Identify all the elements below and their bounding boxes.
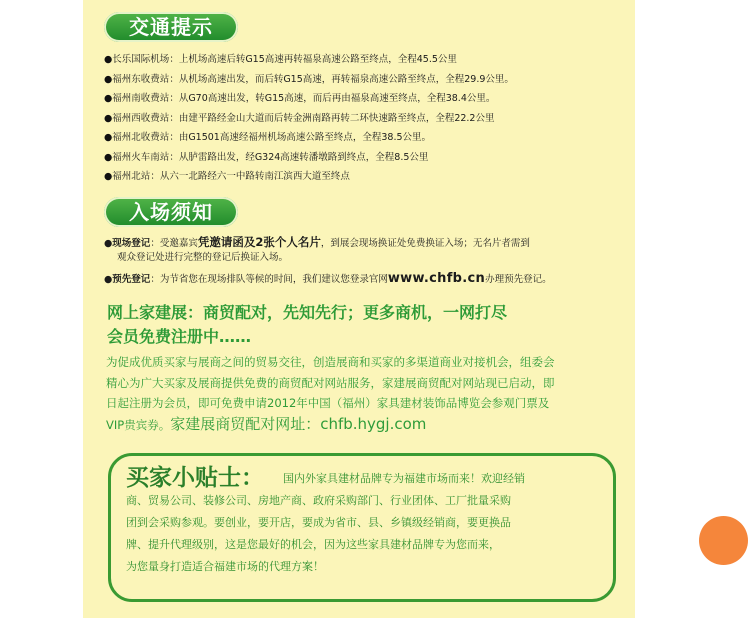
list-item: ●福州火车南站：从胪雷路出发，经G324高速转潘墩路到终点，全程8.5公里	[104, 151, 429, 163]
body-line: VIP贵宾券。家建展商贸配对网址：chfb.hygj.com	[106, 414, 427, 433]
tip-line: 团到会采购参观。要创业，要开店，要成为省市、县、乡镇级经销商，要更换品	[126, 516, 511, 529]
body-line: 为促成优质买家与展商之间的贸易交往，创造展商和买家的多渠道商业对接机会，组委会	[106, 355, 555, 369]
official-site-link[interactable]: www.chfb.cn	[387, 271, 486, 286]
onsite-registration-cont: 观众登记处进行完整的登记后换证入场。	[117, 252, 289, 263]
body-line: 精心为广大买家及展商提供免费的商贸配对网站服务，家建展商贸配对网站现已启动，即	[106, 375, 555, 390]
list-item: ●福州南收费站：从G70高速出发，转G15高速，而后再由福泉高速至终点，全程38.4公里。	[104, 93, 496, 104]
matchmaking-site-link[interactable]: 家建展商贸配对网址：chfb.hygj.com	[170, 414, 427, 433]
entry-heading: 入场须知	[104, 197, 238, 227]
entry-notes	[104, 234, 552, 287]
online-body	[106, 352, 555, 434]
body-line: 日起注册为会员，即可免费申请2012年中国（福州）家具建材装饰品博览会参观门票及	[106, 396, 550, 410]
list-item: ●福州西收费站：由建平路经金山大道而后转金洲南路再转二环快速路至终点，全程22.2公里	[104, 112, 495, 124]
online-headline: 网上家建展：商贸配对，先知先行；更多商机，一网打尽	[107, 303, 508, 322]
buyer-tips-body	[126, 490, 511, 578]
list-item: ●福州北收费站：由G1501高速经福州机场高速公路至终点，全程38.5公里。	[104, 132, 432, 143]
floating-action-button[interactable]	[699, 516, 748, 565]
tip-line: 为您量身打造适合福建市场的代理方案！	[126, 560, 324, 573]
buyer-tips-title: 买家小贴士：	[126, 465, 264, 491]
buyer-tips-first-line: 国内外家具建材品牌专为福建市场而来！欢迎经销	[283, 472, 525, 485]
list-item: ●长乐国际机场：上机场高速后转G15高速再转福泉高速公路至终点，全程45.5公里	[104, 54, 457, 65]
traffic-heading: 交通提示	[104, 12, 238, 42]
list-item: ●福州东收费站：从机场高速出发，而后转G15高速，再转福泉高速公路至终点，全程29.9公里。	[104, 73, 514, 85]
traffic-list	[104, 50, 514, 187]
list-item: ●福州北站：从六一北路经六一中路转南江滨西大道至终点	[104, 171, 350, 182]
online-subheadline: 会员免费注册中……	[107, 327, 252, 346]
tip-line: 牌、提升代理级别，这是您最好的机会，因为这些家具建材品牌专为您而来，	[126, 538, 500, 551]
pre-registration: ●预先登记：为节省您在现场排队等候的时间，我们建议您登录官网www.chfb.cn办理预先登记。	[104, 271, 552, 286]
onsite-registration: ●现场登记：受邀嘉宾凭邀请函及2张个人名片，到展会现场换证处免费换证入场；无名片者需到	[104, 235, 530, 249]
tip-line: 商、贸易公司、装修公司、房地产商、政府采购部门、行业团体、工厂批量采购	[126, 494, 511, 507]
